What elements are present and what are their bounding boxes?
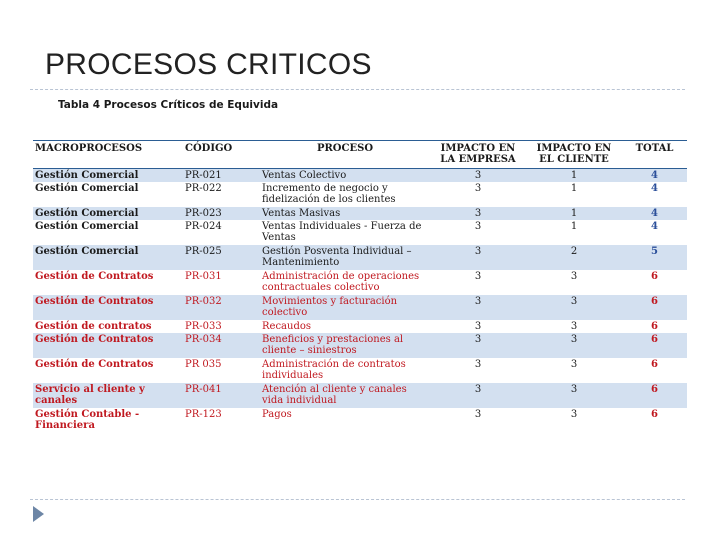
cell-impacto-cliente: 2 bbox=[526, 245, 622, 270]
cell-total: 4 bbox=[622, 169, 687, 183]
table-row bbox=[33, 207, 687, 220]
cell-process: Administración de contratos individuales bbox=[262, 359, 406, 381]
slide-title: PROCESOS CRITICOS bbox=[45, 48, 372, 81]
cell-code: PR-041 bbox=[183, 383, 260, 408]
header-impacto-empresa: IMPACTO EN LA EMPRESA bbox=[430, 141, 526, 169]
cell-total: 4 bbox=[651, 221, 658, 232]
cell-code: PR-022 bbox=[185, 183, 222, 194]
cell-impacto-cliente: 3 bbox=[526, 295, 622, 320]
cell-code: PR-032 bbox=[183, 295, 260, 320]
cell-code: PR-034 bbox=[183, 333, 260, 358]
table-row bbox=[33, 295, 687, 320]
cell-impacto-empresa: 3 bbox=[430, 207, 526, 220]
header-total: TOTAL bbox=[622, 141, 687, 169]
cell-macro: Gestión de contratos bbox=[35, 321, 152, 332]
header-proceso: PROCESO bbox=[260, 141, 430, 169]
table-row bbox=[33, 383, 687, 408]
cell-impacto-cliente: 1 bbox=[526, 207, 622, 220]
table-caption: Tabla 4 Procesos Críticos de Equivida bbox=[58, 99, 279, 111]
bottom-divider bbox=[30, 499, 685, 500]
cell-impacto-empresa: 3 bbox=[474, 321, 482, 332]
cell-impacto-empresa: 3 bbox=[474, 183, 482, 194]
cell-code: PR-033 bbox=[185, 321, 222, 332]
table-row bbox=[33, 220, 687, 245]
critical-processes-table bbox=[33, 140, 687, 433]
cell-process: Pagos bbox=[262, 409, 292, 420]
cell-total: 5 bbox=[622, 245, 687, 270]
cell-total: 6 bbox=[622, 333, 687, 358]
cell-process: Ventas Masivas bbox=[260, 207, 430, 220]
cell-macro: Gestión Contable - Financiera bbox=[35, 409, 140, 431]
cell-process: Atención al cliente y canales vida individual bbox=[260, 383, 430, 408]
cell-impacto-cliente: 1 bbox=[526, 169, 622, 183]
table-row bbox=[33, 245, 687, 270]
cell-process: Ventas Colectivo bbox=[260, 169, 430, 183]
cell-macro: Gestión Comercial bbox=[33, 245, 183, 270]
cell-macro: Gestión de Contratos bbox=[35, 359, 154, 370]
cell-process: Recaudos bbox=[262, 321, 312, 332]
cell-impacto-cliente: 1 bbox=[570, 221, 578, 232]
cell-impacto-empresa: 3 bbox=[430, 245, 526, 270]
cell-code: PR-021 bbox=[183, 169, 260, 183]
table-row bbox=[33, 408, 687, 433]
cell-impacto-empresa: 3 bbox=[430, 295, 526, 320]
cell-process: Beneficios y prestaciones al cliente – siniestros bbox=[260, 333, 430, 358]
cell-total: 4 bbox=[622, 207, 687, 220]
table-row bbox=[33, 358, 687, 383]
cell-total: 6 bbox=[622, 295, 687, 320]
cell-process: Gestión Posventa Individual – Mantenimiento bbox=[260, 245, 430, 270]
cell-impacto-cliente: 3 bbox=[526, 333, 622, 358]
cell-macro: Gestión Comercial bbox=[33, 207, 183, 220]
cell-total: 6 bbox=[651, 321, 658, 332]
cell-total: 6 bbox=[651, 271, 658, 282]
table-row bbox=[33, 182, 687, 207]
cell-code: PR-024 bbox=[185, 221, 222, 232]
cell-code: PR-123 bbox=[185, 409, 222, 420]
cell-macro: Gestión Comercial bbox=[35, 221, 139, 232]
cell-impacto-cliente: 3 bbox=[570, 321, 578, 332]
cell-macro: Gestión de Contratos bbox=[33, 333, 183, 358]
cell-process: Movimientos y facturación colectivo bbox=[260, 295, 430, 320]
cell-impacto-empresa: 3 bbox=[474, 271, 482, 282]
cell-code: PR-023 bbox=[183, 207, 260, 220]
table-row bbox=[33, 270, 687, 295]
cell-impacto-empresa: 3 bbox=[474, 409, 482, 420]
cell-impacto-cliente: 3 bbox=[570, 359, 578, 370]
cell-process: Administración de operaciones contractuales colectivo bbox=[262, 271, 420, 293]
header-codigo: CÓDIGO bbox=[183, 141, 260, 169]
table-row bbox=[33, 169, 687, 183]
cell-total: 6 bbox=[622, 383, 687, 408]
cell-macro: Gestión Comercial bbox=[35, 183, 139, 194]
top-divider bbox=[30, 89, 685, 90]
cell-total: 4 bbox=[651, 183, 658, 194]
cell-impacto-empresa: 3 bbox=[474, 221, 482, 232]
cell-impacto-empresa: 3 bbox=[430, 383, 526, 408]
cell-code: PR 035 bbox=[185, 359, 222, 370]
cell-impacto-cliente: 3 bbox=[570, 271, 578, 282]
header-macroprocesos: MACROPROCESOS bbox=[33, 141, 183, 169]
table-row bbox=[33, 320, 687, 333]
cell-process: Ventas Individuales - Fuerza de Ventas bbox=[262, 221, 422, 243]
table-header-row bbox=[33, 141, 687, 169]
cell-impacto-cliente: 3 bbox=[526, 383, 622, 408]
cell-macro: Gestión de Contratos bbox=[35, 271, 154, 282]
cell-impacto-empresa: 3 bbox=[430, 333, 526, 358]
table-row bbox=[33, 333, 687, 358]
cell-total: 6 bbox=[651, 359, 658, 370]
cell-macro: Gestión Comercial bbox=[33, 169, 183, 183]
cell-macro: Servicio al cliente y canales bbox=[33, 383, 183, 408]
cell-impacto-cliente: 1 bbox=[570, 183, 578, 194]
triangle-arrow-icon bbox=[33, 506, 44, 522]
cell-process: Incremento de negocio y fidelización de los clientes bbox=[262, 183, 396, 205]
cell-code: PR-025 bbox=[183, 245, 260, 270]
cell-total: 6 bbox=[651, 409, 658, 420]
header-impacto-cliente: IMPACTO EN EL CLIENTE bbox=[526, 141, 622, 169]
cell-impacto-empresa: 3 bbox=[430, 169, 526, 183]
cell-impacto-empresa: 3 bbox=[474, 359, 482, 370]
cell-code: PR-031 bbox=[185, 271, 222, 282]
cell-macro: Gestión de Contratos bbox=[33, 295, 183, 320]
cell-impacto-cliente: 3 bbox=[570, 409, 578, 420]
